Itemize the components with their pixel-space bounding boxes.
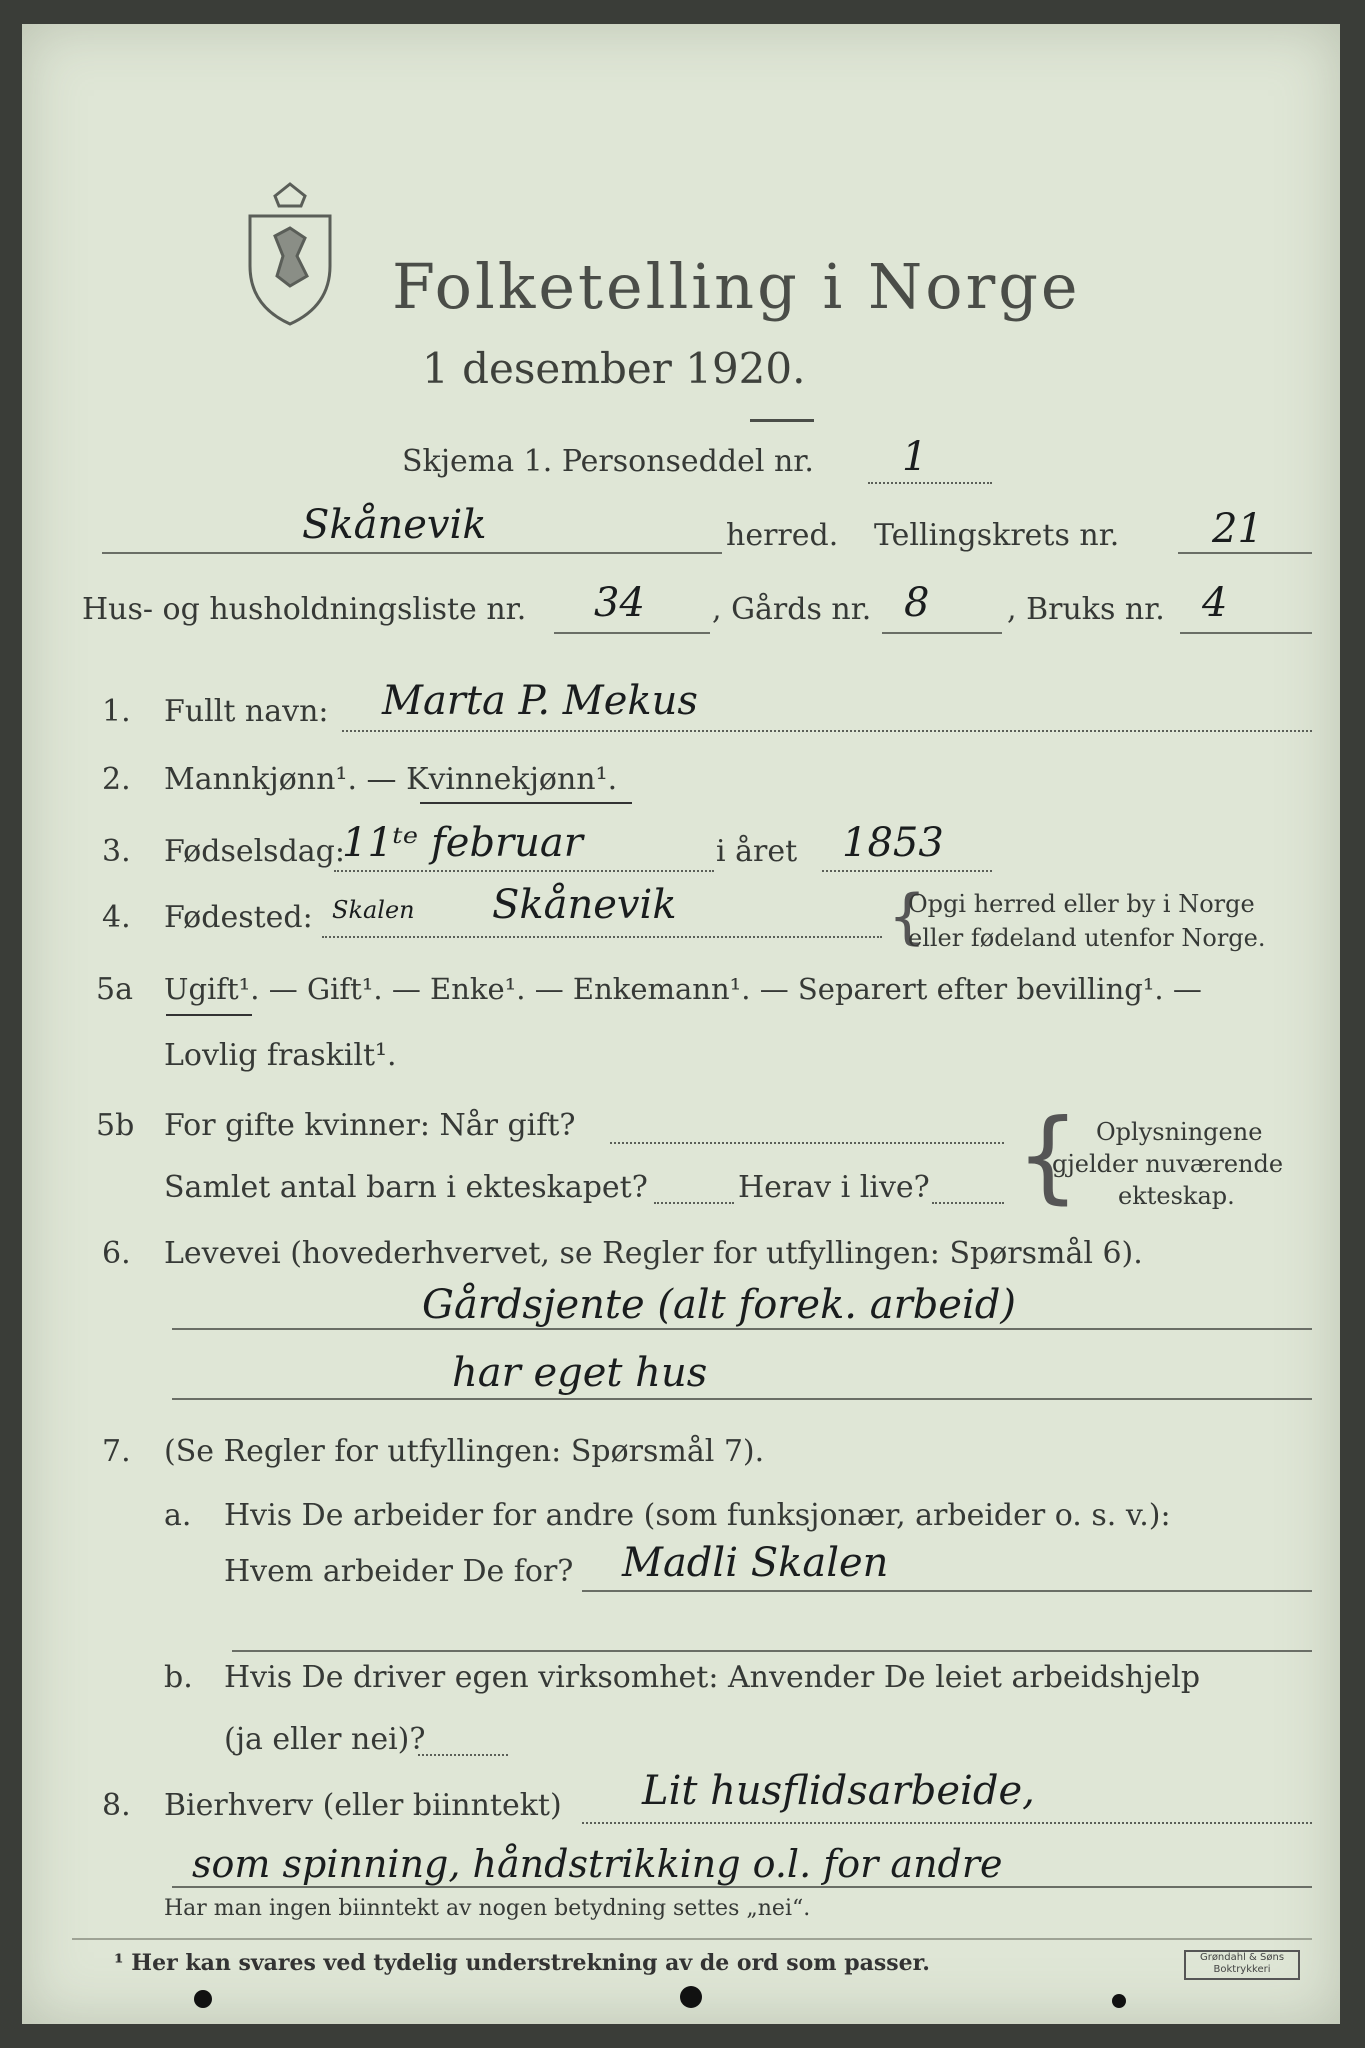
gards-line xyxy=(882,632,1002,634)
q1-value: Marta P. Mekus xyxy=(382,678,698,724)
q4-small-value: Skalen xyxy=(332,896,415,924)
q5b-brace: { xyxy=(1016,1097,1080,1214)
hus-nr: 34 xyxy=(594,580,645,626)
skjema-label: Skjema 1. Personseddel nr. xyxy=(402,444,814,479)
ink-mark-right xyxy=(1112,1994,1126,2008)
tellingskrets-line xyxy=(1178,552,1312,554)
q2-number: 2. xyxy=(102,762,131,797)
gards-nr: 8 xyxy=(904,580,930,626)
q8-line2 xyxy=(172,1886,1312,1888)
footnote: ¹ Her kan svares ved tydelig understrekning av de ord som passer. xyxy=(114,1950,930,1976)
herred-name: Skånevik xyxy=(302,502,487,548)
q4-brace: { xyxy=(888,882,927,952)
q7b-question: (ja eller nei)? xyxy=(224,1722,426,1757)
q7a-line1 xyxy=(582,1590,1312,1592)
q7-label: (Se Regler for utfyllingen: Spørsmål 7). xyxy=(164,1434,765,1469)
q2-underline-kvinnekjonn xyxy=(420,802,632,804)
q4-label: Fødested: xyxy=(164,900,313,935)
q6-value1: Gårdsjente (alt forek. arbeid) xyxy=(422,1282,1016,1328)
q8-value1: Lit husflidsarbeide, xyxy=(642,1768,1035,1814)
personseddel-line xyxy=(868,482,992,484)
gards-label: , Gårds nr. xyxy=(712,592,872,627)
q7b-number: b. xyxy=(164,1660,193,1695)
q3-day: 11ᵗᵉ februar xyxy=(342,820,583,866)
q8-number: 8. xyxy=(102,1788,131,1823)
printer-stamp: Grøndahl & Søns Boktrykkeri xyxy=(1184,1950,1300,1980)
q4-note-line1: Opgi herred eller by i Norge xyxy=(908,890,1255,918)
q5b-herav-line xyxy=(932,1202,1004,1204)
census-form xyxy=(22,24,1340,2024)
q3-day-line xyxy=(334,870,714,872)
q7a-line2 xyxy=(232,1650,1312,1652)
bruks-nr: 4 xyxy=(1202,580,1228,626)
q2-label: Mannkjønn¹. — Kvinnekjønn¹. xyxy=(164,762,618,797)
bruks-label: , Bruks nr. xyxy=(1007,592,1165,627)
coat-of-arms-icon xyxy=(235,176,345,326)
form-title: Folketelling i Norge xyxy=(392,250,1081,323)
q4-note-line2: eller fødeland utenfor Norge. xyxy=(908,924,1266,952)
q7a-number: a. xyxy=(164,1498,192,1533)
q8-note: Har man ingen biinntekt av nogen betydning settes „nei“. xyxy=(164,1896,811,1921)
q7a-value: Madli Skalen xyxy=(622,1540,889,1586)
q8-label: Bierhverv (eller biinntekt) xyxy=(164,1788,562,1823)
q6-number: 6. xyxy=(102,1236,131,1271)
q5a-line2: Lovlig fraskilt¹. xyxy=(164,1038,397,1073)
q4-number: 4. xyxy=(102,900,131,935)
q1-line xyxy=(342,730,1312,732)
q3-year: 1853 xyxy=(842,820,944,866)
q5b-nar-gift-line xyxy=(610,1142,1004,1144)
q4-line xyxy=(322,936,882,938)
q5a-line1: Ugift¹. — Gift¹. — Enke¹. — Enkemann¹. — Separert efter bevilling¹. — xyxy=(164,972,1202,1006)
q5b-barn-line xyxy=(654,1202,734,1204)
q5b-line2: Samlet antal barn i ekteskapet? xyxy=(164,1170,648,1205)
q5b-note3: ekteskap. xyxy=(1118,1182,1235,1210)
q6-line2 xyxy=(172,1398,1312,1400)
q3-year-label: i året xyxy=(716,834,798,869)
q5b-note2: gjelder nuværende xyxy=(1052,1150,1284,1178)
footnote-divider xyxy=(72,1938,1312,1940)
q7a-question: Hvem arbeider De for? xyxy=(224,1554,574,1589)
q3-year-line xyxy=(822,870,992,872)
bruks-line xyxy=(1180,632,1312,634)
tellingskrets-nr: 21 xyxy=(1212,506,1263,552)
q4-value: Skånevik xyxy=(492,882,677,928)
q8-line1 xyxy=(582,1822,1312,1824)
form-date: 1 desember 1920. xyxy=(422,344,806,393)
personseddel-nr: 1 xyxy=(902,434,928,480)
q7b-line xyxy=(418,1754,508,1756)
ink-mark-center xyxy=(680,1986,702,2008)
q5a-underline-ugift xyxy=(166,1014,252,1016)
q7a-label: Hvis De arbeider for andre (som funksjonær, arbeider o. s. v.): xyxy=(224,1498,1171,1533)
q5a-number: 5a xyxy=(96,972,133,1007)
q5b-line1: For gifte kvinner: Når gift? xyxy=(164,1108,576,1143)
q3-number: 3. xyxy=(102,834,131,869)
ink-mark-left xyxy=(194,1990,212,2008)
q3-label: Fødselsdag: xyxy=(164,834,345,869)
q6-line1 xyxy=(172,1328,1312,1330)
q6-value2: har eget hus xyxy=(452,1350,708,1396)
hus-line xyxy=(554,632,710,634)
title-divider xyxy=(750,419,814,422)
q6-label: Levevei (hovederhvervet, se Regler for utfyllingen: Spørsmål 6). xyxy=(164,1236,1143,1271)
herred-label: herred. xyxy=(726,518,839,553)
q1-label: Fullt navn: xyxy=(164,694,329,729)
tellingskrets-label: Tellingskrets nr. xyxy=(874,518,1120,553)
q8-value2: som spinning, håndstrikking o.l. for andre xyxy=(192,1842,1003,1886)
q7b-label: Hvis De driver egen virksomhet: Anvender De leiet arbeidshjelp xyxy=(224,1660,1201,1695)
herred-line xyxy=(102,552,722,554)
q5b-number: 5b xyxy=(96,1108,135,1143)
hus-label: Hus- og husholdningsliste nr. xyxy=(82,592,527,627)
q5b-herav: Herav i live? xyxy=(738,1170,930,1205)
q5b-note1: Oplysningene xyxy=(1096,1118,1263,1146)
q7-number: 7. xyxy=(102,1434,131,1469)
q1-number: 1. xyxy=(102,694,131,729)
